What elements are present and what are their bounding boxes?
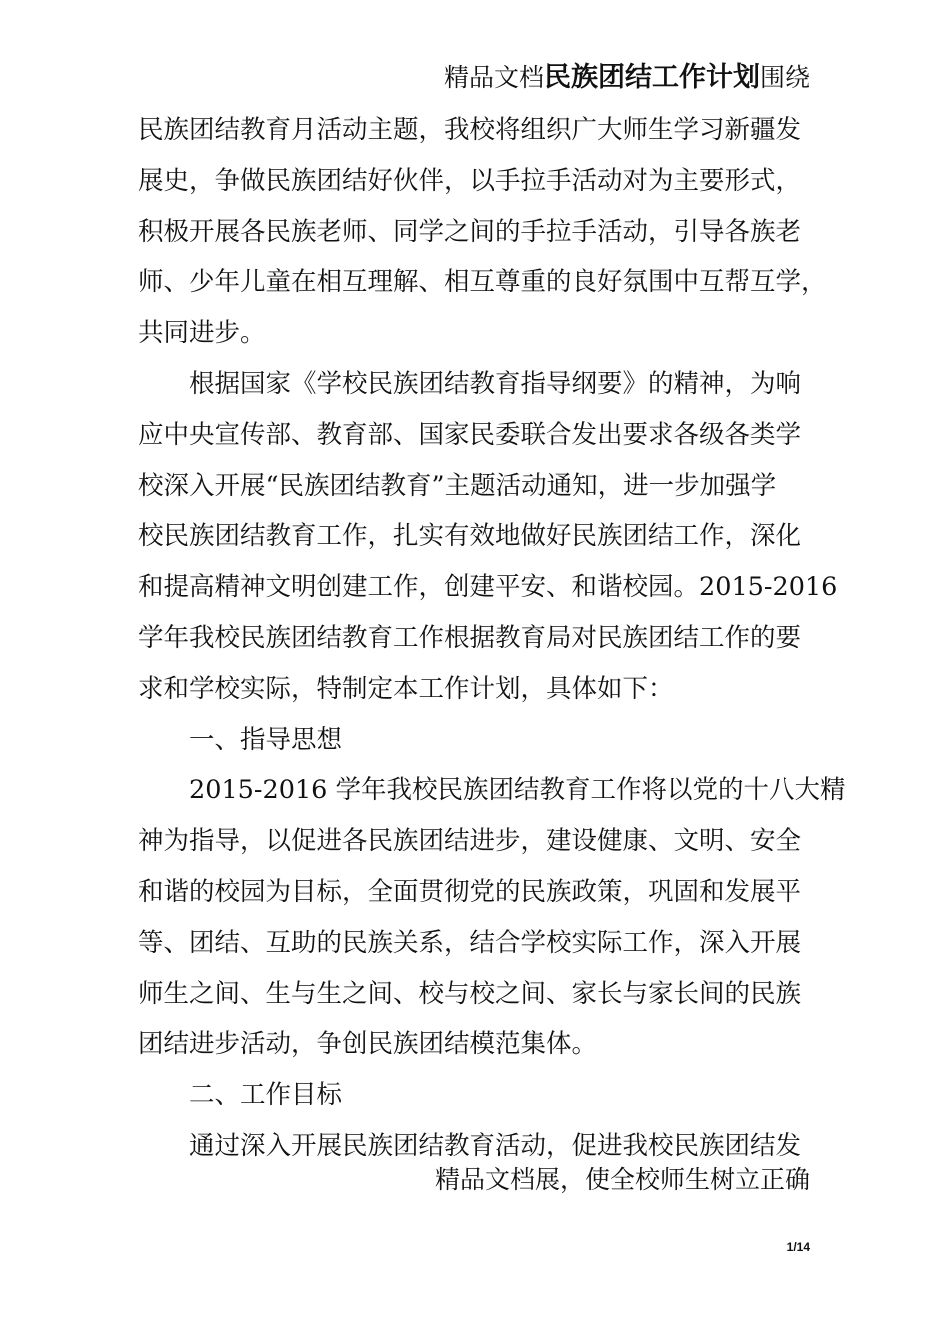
section-heading: 二、工作目标 [189,1080,343,1111]
body-line: 团结进步活动，争创民族团结模范集体。 [138,1029,598,1060]
body-line: 师、少年儿童在相互理解、相互尊重的良好氛围中互帮互学， [138,267,827,298]
section-heading: 一、指导思想 [189,724,343,755]
body-line: 民族团结教育月活动主题，我校将组织广大师生学习新疆发 [138,115,802,145]
document-body [138,105,846,1172]
page-footer [138,1160,810,1200]
footer-continuation: 展，使全校师生树立正确 [534,1165,810,1194]
page-number: 1/14 [786,1240,810,1254]
body-line: 和提高精神文明创建工作，创建平安、和谐校园。2015-2016 [138,572,838,603]
body-line: 师生之间、生与生之间、校与校之间、家长与家长间的民族 [138,978,802,1009]
page-header [138,58,810,98]
body-line: 校深入开展“民族团结教育”主题活动通知，进一步加强学 [138,470,777,501]
body-line: 共同进步。 [138,318,266,349]
body-line: 和谐的校园为目标，全面贯彻党的民族政策，巩固和发展平 [138,876,802,907]
body-line: 2015-2016 学年我校民族团结教育工作将以党的十八大精 [189,775,846,806]
body-line: 校民族团结教育工作，扎实有效地做好民族团结工作，深化 [138,521,802,552]
header-continuation: 围绕 [759,63,810,92]
body-line: 积极开展各民族老师、同学之间的手拉手活动，引导各族老 [138,216,802,247]
body-line: 神为指导，以促进各民族团结进步，建设健康、文明、安全 [138,826,802,857]
body-line: 学年我校民族团结教育工作根据教育局对民族团结工作的要 [138,622,802,653]
header-watermark: 精品文档 [443,63,544,92]
body-line: 求和学校实际，特制定本工作计划，具体如下： [138,673,674,704]
body-line: 应中央宣传部、教育部、国家民委联合发出要求各级各类学 [138,419,802,450]
body-line: 通过深入开展民族团结教育活动，促进我校民族团结发 [189,1130,802,1161]
body-line: 根据国家《学校民族团结教育指导纲要》的精神，为响 [189,368,802,399]
body-line: 等、团结、互助的民族关系，结合学校实际工作，深入开展 [138,927,802,958]
document-title: 民族团结工作计划 [543,62,760,93]
body-line: 展史，争做民族团结好伙伴，以手拉手活动对为主要形式， [138,165,802,196]
footer-watermark: 精品文档 [434,1165,535,1194]
